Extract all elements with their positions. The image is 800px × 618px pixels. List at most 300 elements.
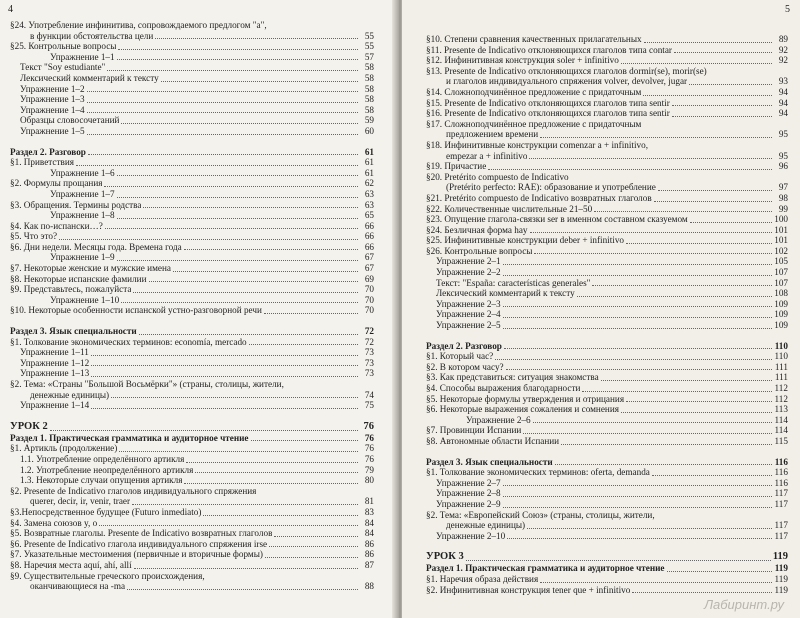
toc-page-number: 110 [774,351,788,362]
toc-entry-title: §3. Обращения. Термины родства [10,199,142,210]
toc-leader-dots [540,582,772,583]
toc-leader-dots [672,116,772,117]
toc-entry-title: Упражнение 1–3 [20,94,85,105]
toc-entry-title: §11. Presente de Indicativo отклоняющихся глаголов типа contar [426,44,672,55]
toc-page-number: 116 [774,477,788,488]
toc-page-number: 79 [364,464,374,475]
toc-page-number: 76 [363,420,374,432]
toc-entry [10,390,374,401]
toc-entry [426,140,788,151]
toc-entry [426,172,788,183]
toc-leader-dots [105,228,358,229]
toc-page-number: 76 [364,453,374,464]
toc-entry-title: Раздел 3. Язык специальности [10,326,137,337]
toc-entry [426,499,788,510]
toc-page-number: 117 [774,498,788,509]
toc-entry [10,305,374,316]
toc-entry [426,278,788,289]
toc-page-number: 67 [364,252,374,263]
toc-page-number: 58 [364,104,374,115]
toc-entry-title: Упражнение 2–4 [436,309,501,320]
toc-entry [10,326,374,337]
toc-entry [10,560,374,571]
toc-gap [10,411,374,421]
toc-page-number: 92 [778,44,788,55]
toc-page-number: 93 [778,76,788,87]
toc-entry [10,368,374,379]
toc-leader-dots [534,253,772,254]
toc-entry [426,182,788,193]
toc-leader-dots [507,538,772,539]
toc-page-number: 61 [364,157,374,168]
toc-entry-title: §2. Тема: «Европейский Союз» (страны, столицы, жители, [426,509,655,520]
toc-leader-dots [621,412,772,413]
toc-leader-dots [274,536,358,537]
toc-page-number: 88 [364,581,374,592]
toc-entry [426,204,788,215]
toc-page-number: 84 [364,528,374,539]
toc-leader-dots [88,154,358,155]
toc-entry [426,246,788,257]
toc-entry-title: Упражнение 1–7 [50,188,115,199]
toc-entry-title: §1. Артикль (продолжение) [10,443,118,454]
toc-leader-dots [184,483,358,484]
toc-leader-dots [626,401,772,402]
toc-page-number: 60 [364,125,374,136]
toc-entry-title: §4. Как по-испански…? [10,220,103,231]
toc-page-number: 89 [778,34,788,44]
toc-page-number: 94 [778,108,788,119]
toc-entry [10,73,374,84]
toc-leader-dots [117,197,358,198]
toc-page-number: 67 [364,263,374,274]
toc-leader-dots [91,365,358,366]
toc-leader-dots [87,91,358,92]
toc-entry-title: Упражнение 2–8 [436,488,501,499]
toc-leader-dots [117,260,358,261]
toc-entry [10,105,374,116]
toc-entry [426,320,788,331]
right-page-number: 5 [785,4,790,15]
toc-entry-title: Текст "Soy estudiante" [20,62,106,73]
toc-entry [426,299,788,310]
toc-entry [10,274,374,285]
toc-entry [10,94,374,105]
toc-page-number: 101 [774,235,788,246]
toc-entry [426,193,788,204]
toc-gap [10,137,374,147]
toc-entry [426,76,788,87]
toc-entry-title: в функции обстоятельства цели [30,30,154,41]
toc-page-number: 66 [364,231,374,242]
toc-page-number: 74 [364,389,374,400]
toc-page-number: 83 [364,506,374,517]
toc-page-number: 76 [364,443,374,454]
toc-entry [426,563,788,574]
toc-entry [10,242,374,253]
toc-page-number: 105 [774,256,788,267]
toc-entry-title: Лексический комментарий к тексту [436,288,575,299]
toc-entry-title: §14. Сложноподчинённое предложение с придаточным [426,86,642,97]
toc-page-number: 66 [364,241,374,252]
toc-page-number: 61 [364,146,374,157]
toc-entry [426,45,788,56]
toc-leader-dots [632,592,772,593]
toc-entry-title: Упражнение 1–4 [20,104,85,115]
toc-entry-title: Упражнение 2–2 [436,267,501,278]
toc-entry-title: §5. Что это? [10,231,58,242]
toc-page-number: 114 [774,414,788,425]
toc-page-number: 63 [364,188,374,199]
toc-entry-title: денежные единицы) [446,520,526,531]
left-page-number: 4 [8,4,13,15]
toc-page-number: 117 [774,520,788,531]
toc-entry-title: Упражнение 1–14 [20,400,90,411]
toc-entry-title: §1. Который час? [426,351,494,362]
toc-page-number: 65 [364,210,374,221]
toc-leader-dots [621,63,772,64]
toc-page-number: 114 [774,425,788,436]
toc-entry-title: Упражнение 2–10 [436,530,506,541]
toc-entry-title: УРОК 2 [10,420,48,432]
toc-leader-dots [503,306,772,307]
toc-entry-title: §24. Употребление инфинитива, сопровождаемого предлогом "a", [10,20,267,30]
toc-entry [426,478,788,489]
toc-entry [10,168,374,179]
toc-entry-title: §22. Количественные числительные 21–50 [426,203,593,214]
toc-leader-dots [533,422,772,423]
toc-leader-dots [195,472,358,473]
toc-page-number: 63 [364,199,374,210]
toc-page-number: 107 [774,277,788,288]
toc-leader-dots [132,504,358,505]
toc-page-number: 86 [364,538,374,549]
toc-gap [10,316,374,326]
toc-leader-dots [117,175,358,176]
toc-entry [426,151,788,162]
toc-entry-title: §23. Опущение глагола-связки ser в именном составном сказуемом [426,214,688,225]
toc-leader-dots [643,95,772,96]
toc-page-number: 116 [774,456,788,467]
toc-entry [10,581,374,592]
toc-leader-dots [143,207,358,208]
toc-entry-title: §3. Как представиться: ситуация знакомства [426,372,599,383]
toc-entry-title: 1.1. Употребление определённого артикля [20,453,185,464]
toc-entry-title: §9. Представьтесь, пожалуйста [10,284,132,295]
toc-page-number: 84 [364,517,374,528]
toc-entry [10,41,374,52]
toc-entry [426,34,788,45]
toc-page-number: 95 [778,150,788,161]
toc-entry-title: Раздел 1. Практическая грамматика и аудиторное чтение [426,563,665,574]
toc-leader-dots [504,348,772,349]
toc-entry-title: §17. Сложноподчинённое предложение с придаточным [426,118,642,129]
toc-page-number: 55 [364,41,374,52]
toc-entry-title: Упражнение 1–10 [50,294,120,305]
toc-leader-dots [184,249,358,250]
toc-page-number: 80 [364,475,374,486]
toc-leader-dots [503,496,772,497]
toc-leader-dots [529,158,772,159]
toc-entry [10,465,374,476]
toc-entry [426,87,788,98]
toc-leader-dots [527,528,772,529]
toc-entry-title: §1. Толкование экономических терминов: economía, mercado [10,336,247,347]
toc-leader-dots [99,525,358,526]
toc-entry [10,454,374,465]
toc-page-number: 101 [774,224,788,235]
toc-entry [426,256,788,267]
toc-page-number: 109 [774,320,788,331]
toc-page-number: 57 [364,51,374,62]
toc-entry-title: 1.2. Употребление неопределённого артикля [20,464,194,475]
toc-page-number: 100 [774,214,788,225]
toc-entry [426,119,788,130]
toc-page-number: 61 [364,167,374,178]
toc-leader-dots [503,275,772,276]
toc-entry-title: §25. Инфинитивные конструкции deber + infinitivo [426,235,625,246]
toc-page-number: 95 [778,129,788,140]
toc-leader-dots [582,391,772,392]
toc-page-number: 73 [364,347,374,358]
toc-leader-dots [577,296,772,297]
toc-page-number: 116 [774,467,788,478]
toc-entry [10,189,374,200]
toc-gap [426,541,788,551]
toc-entry-title: §4. Замена союзов y, o [10,517,98,528]
toc-entry [10,337,374,348]
toc-leader-dots [133,292,358,293]
toc-entry [10,496,374,507]
toc-leader-dots [117,218,358,219]
toc-entry [426,341,788,352]
toc-page-number: 111 [774,372,788,383]
toc-entry-title: Упражнение 1–6 [50,167,115,178]
toc-entry [10,539,374,550]
toc-entry [10,31,374,42]
toc-entry-title: Упражнение 2–7 [436,477,501,488]
toc-entry-title: §1. Наречия образа действия [426,573,539,584]
toc-entry-title: querer, decir, ir, venir, traer [30,496,131,507]
toc-entry [426,520,788,531]
toc-leader-dots [689,84,772,85]
toc-leader-dots [644,42,772,43]
toc-page-number: 107 [774,267,788,278]
toc-leader-dots [111,397,358,398]
toc-page-number: 109 [774,298,788,309]
toc-entry [10,284,374,295]
toc-entry-title: Упражнение 2–6 [466,414,531,425]
toc-leader-dots [690,222,772,223]
toc-entry-title: Упражнение 2–1 [436,256,501,267]
toc-entry-title: §5. Возвратные глаголы. Presente de Indicativo возвратных глаголов [10,528,273,539]
toc-entry-title: §5. Некоторые формулы утверждения и отрицания [426,393,625,404]
toc-entry-title: §15. Presente de Indicativo отклоняющихся глаголов типа sentir [426,97,670,108]
toc-entry-title: Упражнение 1–8 [50,210,115,221]
toc-entry-title: Упражнение 2–3 [436,298,501,309]
toc-entry [10,178,374,189]
toc-entry [426,235,788,246]
toc-gap [426,331,788,341]
toc-entry [426,425,788,436]
toc-leader-dots [127,589,358,590]
toc-leader-dots [107,70,358,71]
toc-entry [426,161,788,172]
toc-leader-dots [264,313,358,314]
toc-entry-title: §26. Контрольные вопросы [426,245,533,256]
toc-entry-title: оканчивающиеся на -ma [30,581,126,592]
toc-leader-dots [674,52,772,53]
toc-entry-title: §7. Некоторые женские и мужские имена [10,263,171,274]
toc-page-number: 86 [364,549,374,560]
toc-leader-dots [503,507,772,508]
toc-leader-dots [466,560,771,561]
toc-entry [426,531,788,542]
toc-leader-dots [87,134,358,135]
toc-entry-title: Упражнение 1–12 [20,357,90,368]
right-toc [426,34,788,595]
toc-entry [10,252,374,263]
toc-leader-dots [121,302,358,303]
toc-entry [10,507,374,518]
toc-entry [426,214,788,225]
toc-leader-dots [87,112,358,113]
toc-entry-title: §6. Presente de Indicativo глагола индивидуального спряжения irse [10,538,268,549]
toc-entry [426,108,788,119]
toc-entry [10,475,374,486]
toc-leader-dots [251,440,358,441]
toc-leader-dots [626,243,772,244]
toc-page-number: 99 [778,203,788,214]
toc-page-number: 62 [364,178,374,189]
toc-entry [426,404,788,415]
toc-entry [426,585,788,596]
toc-entry [10,221,374,232]
toc-entry [426,415,788,426]
toc-leader-dots [118,49,358,50]
toc-entry [10,147,374,158]
toc-entry [10,20,374,31]
toc-entry [426,383,788,394]
toc-page-number: 96 [778,161,788,172]
toc-entry-title: §2. Presente de Indicativo глаголов индивидуального спряжения [10,485,257,496]
watermark-logo: Лабиринт.ру [704,597,784,612]
toc-entry [426,436,788,447]
toc-page-number: 72 [364,336,374,347]
toc-entry [10,421,374,433]
toc-leader-dots [119,451,358,452]
toc-entry-title: §7. Указательные местоимения (первичные и вторичные формы) [10,549,263,560]
toc-leader-dots [503,264,772,265]
toc-page-number: 119 [774,573,788,584]
toc-entry [426,551,788,563]
toc-page-number: 70 [364,294,374,305]
toc-entry [10,443,374,454]
toc-entry-title: предложением времени [446,129,539,140]
toc-leader-dots [186,462,358,463]
toc-entry [10,379,374,390]
left-toc [10,20,374,592]
toc-leader-dots [203,515,358,516]
toc-entry-title: Лексический комментарий к тексту [20,72,159,83]
toc-leader-dots [91,376,358,377]
toc-page-number: 73 [364,368,374,379]
toc-entry [10,210,374,221]
toc-entry [10,126,374,137]
toc-page-number: 73 [364,357,374,368]
toc-leader-dots [594,211,772,212]
toc-gap [426,447,788,457]
toc-entry-title: Упражнение 2–9 [436,498,501,509]
toc-page-number: 94 [778,97,788,108]
toc-page-number: 55 [364,30,374,41]
toc-page-number: 110 [774,340,788,351]
toc-entry [426,98,788,109]
toc-entry-title: §6. Дни недели. Месяцы года. Времена года [10,241,182,252]
toc-entry [426,574,788,585]
toc-entry [426,394,788,405]
toc-leader-dots [672,105,772,106]
toc-page-number: 119 [774,584,788,595]
toc-page-number: 69 [364,273,374,284]
toc-entry-title: §2. Инфинитивная конструкция tener que + infinitivo [426,584,631,595]
toc-leader-dots [91,408,358,409]
toc-entry-title: §8. Некоторые испанские фамилии [10,273,147,284]
toc-leader-dots [495,359,772,360]
toc-page-number: 70 [364,305,374,316]
toc-entry-title: §7. Провинции Испании [426,425,522,436]
toc-leader-dots [530,232,772,233]
toc-leader-dots [149,281,358,282]
toc-entry-title: §2. В котором часу? [426,361,504,372]
toc-entry-title: §6. Некоторые выражения сожаления и сомнения [426,404,619,415]
toc-entry [10,347,374,358]
toc-page-number: 97 [778,182,788,193]
toc-entry-title: денежные единицы) [30,389,110,400]
toc-page-number: 87 [364,559,374,570]
toc-leader-dots [555,464,772,465]
toc-entry-title: и глаголов индивидуального спряжения volver, devolver, jugar [446,76,688,87]
toc-entry-title: УРОК 3 [426,551,464,563]
toc-page-number: 70 [364,284,374,295]
toc-entry [10,52,374,63]
toc-leader-dots [265,557,358,558]
toc-entry-title: §8. Наречия места aquí, ahí, allí [10,559,132,570]
toc-entry [426,467,788,478]
toc-page-number: 119 [774,563,788,574]
toc-entry-title: Раздел 2. Разговор [426,340,502,351]
toc-leader-dots [155,38,358,39]
toc-entry-title: Раздел 2. Разговор [10,146,86,157]
toc-entry-title: empezar a + infinitivo [446,150,528,161]
toc-leader-dots [592,285,772,286]
toc-leader-dots [161,81,358,82]
toc-entry-title: Раздел 3. Язык специальности [426,456,553,467]
toc-entry-title: §25. Контрольные вопросы [10,41,117,52]
toc-entry-title: §3.Непосредственное будущее (Futuro inmediato) [10,506,202,517]
toc-leader-dots [117,59,358,60]
toc-entry [426,66,788,77]
toc-entry [10,157,374,168]
toc-entry-title: §19. Причастие [426,161,487,172]
toc-entry [10,295,374,306]
toc-page-number: 108 [774,288,788,299]
toc-entry [426,129,788,140]
toc-entry-title: §13. Presente de Indicativo отклоняющихся глаголов dormir(se), morir(se) [426,65,707,76]
toc-entry [10,231,374,242]
toc-entry [426,362,788,373]
toc-page-number: 98 [778,192,788,203]
